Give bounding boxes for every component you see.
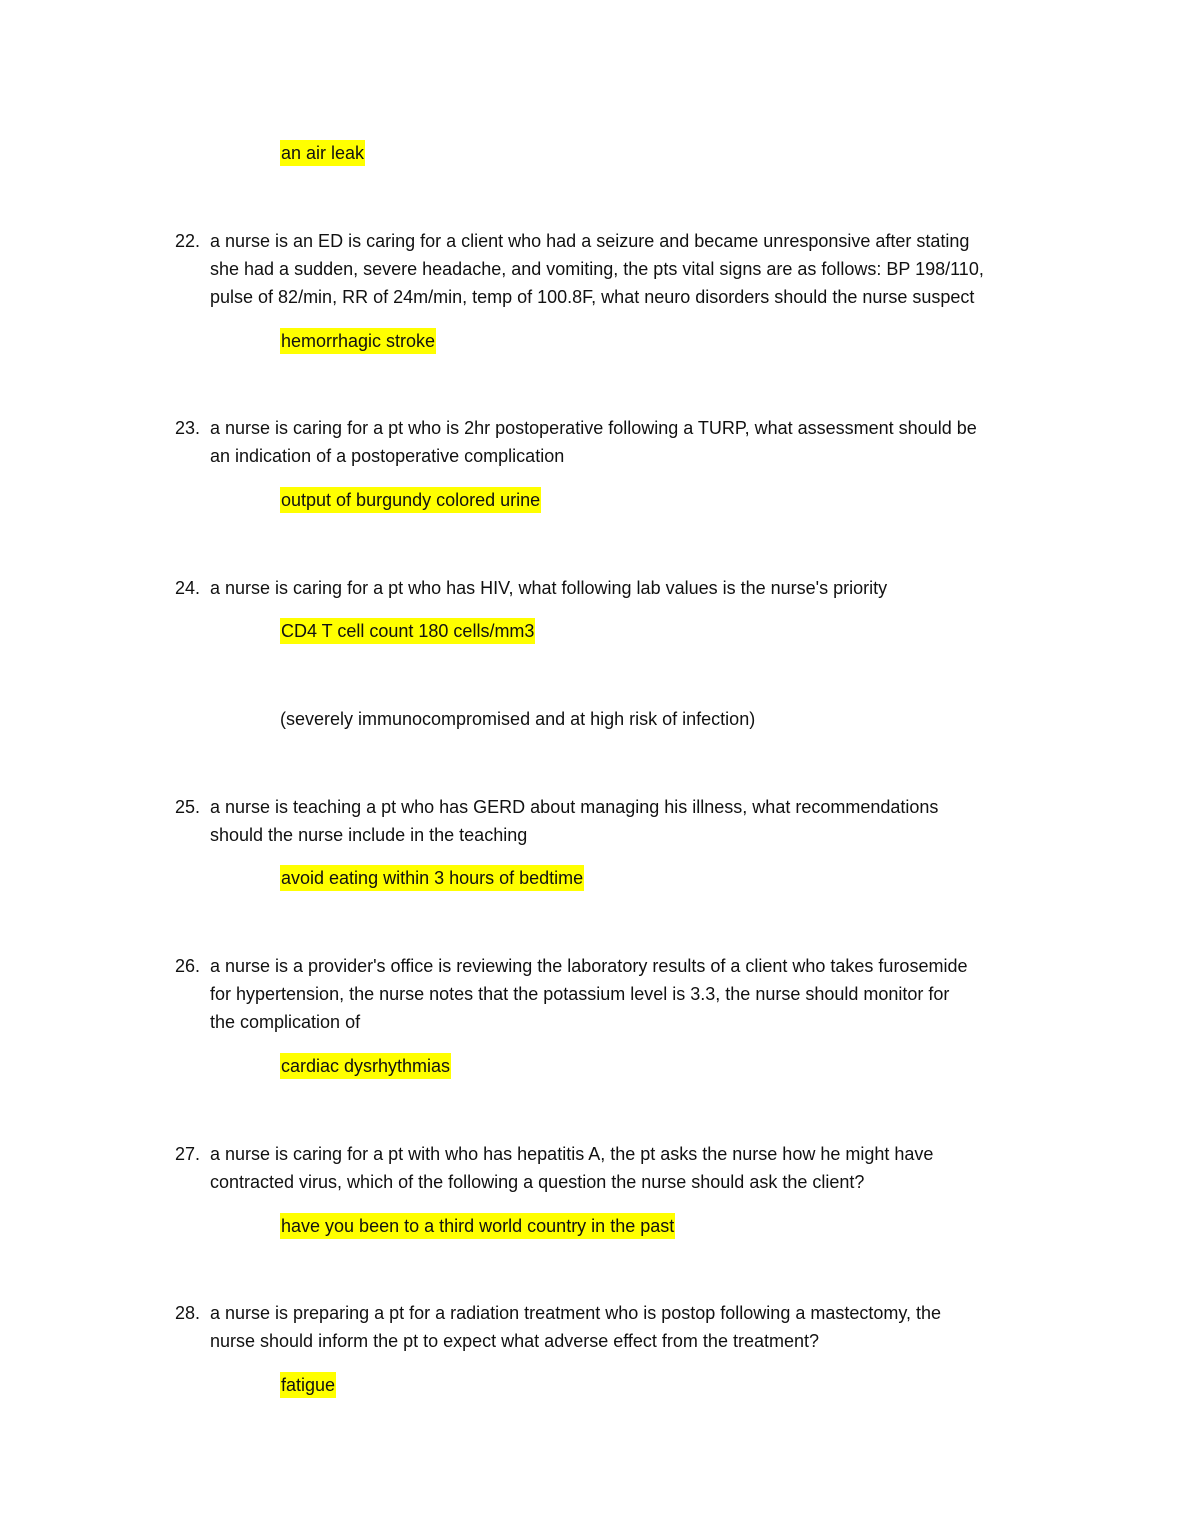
answer-highlight: output of burgundy colored urine (280, 487, 541, 513)
question-text-line: the complication of (210, 1012, 361, 1032)
question-text-line: a nurse is caring for a pt who is 2hr postoperative following a TURP, what assessment should be (210, 418, 977, 438)
question-number: 23. (175, 418, 201, 438)
question-text-line: pulse of 82/min, RR of 24m/min, temp of 100.8F, what neuro disorders should the nurse suspect (210, 287, 975, 307)
answer-note: (severely immunocompromised and at high risk of infection) (280, 709, 756, 729)
question-number: 24. (175, 578, 201, 598)
question-number: 27. (175, 1144, 201, 1164)
question-text-line: a nurse is preparing a pt for a radiation treatment who is postop following a mastectomy, the (210, 1303, 942, 1323)
question-text-line: she had a sudden, severe headache, and vomiting, the pts vital signs are as follows: BP 198/110, (210, 259, 984, 279)
question-text-line: nurse should inform the pt to expect what adverse effect from the treatment? (210, 1331, 819, 1351)
question-text-line: a nurse is caring for a pt with who has hepatitis A, the pt asks the nurse how he might have (210, 1144, 934, 1164)
question-text-line: should the nurse include in the teaching (210, 825, 528, 845)
answer-highlight: hemorrhagic stroke (280, 328, 436, 354)
question-text-line: a nurse is an ED is caring for a client who had a seizure and became unresponsive after stating (210, 231, 970, 251)
answer-highlight: avoid eating within 3 hours of bedtime (280, 865, 584, 891)
answer-highlight: have you been to a third world country in the past (280, 1213, 675, 1239)
answer-highlight: CD4 T cell count 180 cells/mm3 (280, 618, 535, 644)
question-number: 22. (175, 231, 201, 251)
question-number: 26. (175, 956, 201, 976)
question-text-line: an indication of a postoperative complication (210, 446, 565, 466)
question-text-line: a nurse is caring for a pt who has HIV, what following lab values is the nurse's priority (210, 578, 888, 598)
question-text-line: contracted virus, which of the following a question the nurse should ask the client? (210, 1172, 865, 1192)
answer-highlight: cardiac dysrhythmias (280, 1053, 451, 1079)
question-text-line: a nurse is teaching a pt who has GERD about managing his illness, what recommendations (210, 797, 939, 817)
answer-highlight: fatigue (280, 1372, 336, 1398)
question-number: 25. (175, 797, 201, 817)
question-text-line: a nurse is a provider's office is reviewing the laboratory results of a client who takes furosemide (210, 956, 968, 976)
question-text-line: for hypertension, the nurse notes that the potassium level is 3.3, the nurse should monitor for (210, 984, 950, 1004)
question-number: 28. (175, 1303, 201, 1323)
previous-answer-highlight: an air leak (280, 140, 365, 166)
